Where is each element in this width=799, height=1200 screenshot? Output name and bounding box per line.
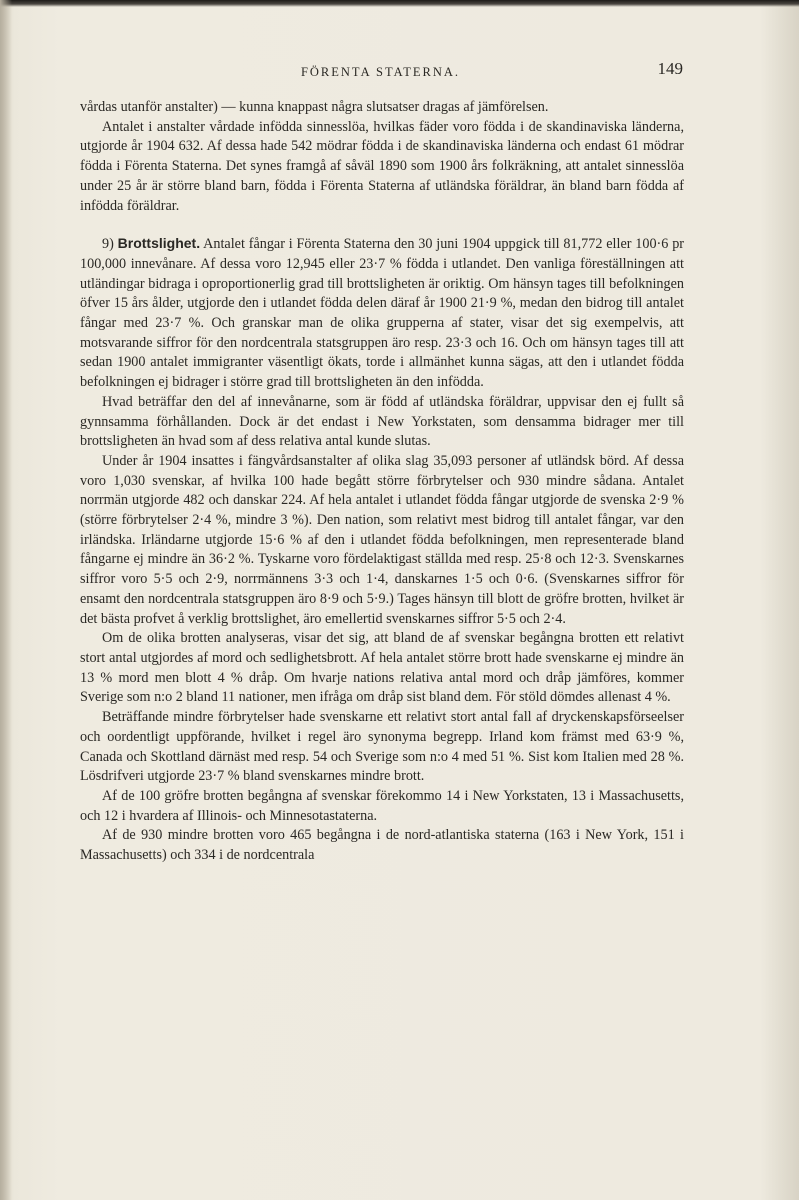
paragraph: Antalet i anstalter vårdade infödda sinnesslöa, hvilkas fäder voro födda i de skandinaviska länderna, utgjorde år 1904 632. Af dessa hade 542 mödrar födda i de skandinaviska länderna och endast 61 mödrar födda i Förenta Staterna. Det synes framgå af såväl 1890 som 1900 års folkräkning, att antalet sinnesslöa under 25 år är större bland barn, födda i Förenta Staterna af utländska föräldrar, än bland barn födda af infödda föräldrar. [80,118,684,214]
paragraph: Beträffande mindre förbrytelser hade svenskarne ett relativt stort antal fall af dryckenskapsförseelser och oordentligt uppförande, hvilket i regel äro synonyma begrepp. Irland kom främst med 63·9 %, Canada och Skottland därnäst med resp. 54 och Sverige som n:o 4 med 51 %. Sist kom Italien med 28 %. Lösdrifveri utgjorde 23·7 % bland svenskarnes mindre brott. [80,709,684,785]
section-number: 9) [102,236,114,253]
page-left-edge [0,0,12,1200]
section-paragraph [80,234,684,393]
paragraph: vårdas utanför anstalter) — kunna knappast några slutsatser dragas af jämförelsen. [80,99,549,115]
paragraph: Af de 930 mindre brotten voro 465 begångna i de nord-atlantiska staterna (163 i New York, 151 i Massachusetts) och 334 i de nordcentrala [80,827,684,864]
paragraph: Antalet fångar i Förenta Staterna den 30 juni 1904 uppgick till 81,772 eller 100·6 pr 100,000 innevånare. Af dessa voro 12,945 eller 23·7 % födda i utlandet. Den vanliga föreställningen att utländingar bidraga i oproportionerlig grad till brottsligheten är oriktig. Om hänsyn tages till befolkningen öfver 15 års ålder, utgjorde den i utlandet födda delen däraf år 1900 21·9 %, medan den bidrog till antalet fångar med 23·7 %. Och granskar man de olika grupperna af stater, visar det sig exempelvis, att motsvarande siffror för den nordcentrala statsgruppen äro resp. 23·3 och 16. Och om hänsyn tages till att sedan 1900 antalet immigranter väsentligt ökats, torde i allmänhet kunna sägas, att den i utlandet födda befolkningen ej bidrager i större grad till brottsligheten än den infödda. [80,236,685,391]
paragraph: Hvad beträffar den del af innevånarne, som är född af utländska föräldrar, uppvisar den ej fullt så gynnsamma förhållanden. Dock är det endast i New Yorkstaten, som densamma bidrager mer till brottsligheten än hvad som af dess relativa antal kunde slutas. [80,393,684,450]
section-heading: Brottslighet. [117,235,201,252]
paragraph: Om de olika brotten analyseras, visar det sig, att bland de af svenskar begångna brotten ett relativt stort antal utgjordes af mord och sedlighetsbrott. Af hela antalet större brott hade svenskarne ej mindre än 13 % mord men blott 4 % dråp. Om hvarje nations relativa antal mord och dråp jämföres, kommer Sverige som n:o 2 bland 11 nationer, men ifråga om dråp sist bland dem. För stöld dömdes allenast 4 %. [80,630,684,706]
paragraph: Af de 100 gröfre brotten begångna af svenskar förekommo 14 i New Yorkstaten, 13 i Massachusetts, och 12 i hvardera af Illinois- och Minnesotastaterna. [80,787,684,824]
page-number: 149 [657,59,683,78]
running-head: FÖRENTA STATERNA. [300,65,461,79]
body-text [80,98,684,866]
page-top-edge [0,0,799,7]
page-header [78,57,683,85]
paragraph: Under år 1904 insattes i fängvårdsanstalter af olika slag 35,093 personer af utländsk börd. Af dessa voro 1,030 svenskar, af hvilka 100 hade begått större förbrytelser och 930 mindre sådana. Antalet norrmän utgjorde 482 och danskar 224. Af hela antalet i utlandet födda fångar utgjorde de svenska 2·9 % (större förbrytelser 2·4 %, mindre 3 %). Den nation, som relativt mest bidrog till antalet fångar, var den irländska. Irländarne utgjorde 15·6 % af den i utlandet födda befolkningen, men representerade bland fångarne ej mindre än 36·2 %. Tyskarne voro fördelaktigast ställda med resp. 25·8 och 12·3. Svenskarnes siffror voro 5·5 och 2·9, norrmännens 3·3 och 1·4, danskarnes 1·5 och 0·6. (Svenskarnes siffror för ensamt den nordcentrala statsgruppen äro 8·9 och 5·9.) Tages hänsyn till blott de gröfre brotten, hvilket är det bästa profvet å verklig brottslighet, äro emellertid svenskarnes siffror 5·5 och 2·4. [80,452,684,627]
